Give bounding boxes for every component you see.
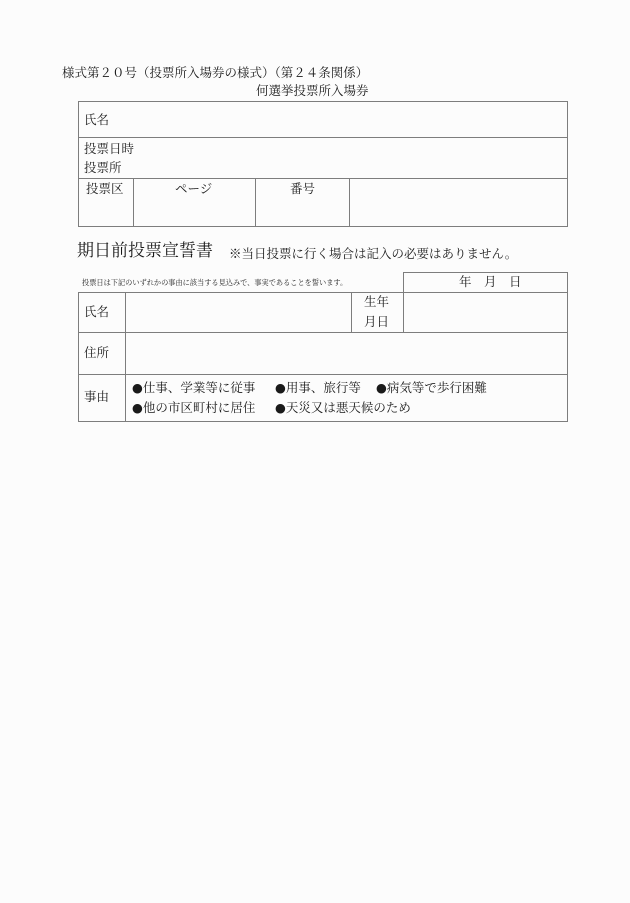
ticket-title: 何選挙投票所入場券	[256, 83, 369, 98]
reason-option-work[interactable]: ●仕事、学業等に従事	[132, 380, 256, 395]
ticket-name-field[interactable]	[135, 104, 565, 135]
address-label: 住所	[84, 345, 110, 360]
reason-option-disaster[interactable]: ●天災又は悪天候のため	[275, 400, 411, 415]
declaration-name-label: 氏名	[84, 304, 110, 319]
declaration-name-field[interactable]	[127, 294, 349, 331]
declaration-oath: 投票日は下記のいずれかの事由に該当する見込みで、事実であることを誓います。	[82, 278, 348, 287]
ticket-number-label: 番号	[290, 181, 316, 196]
birthdate-field[interactable]	[405, 294, 566, 331]
ticket-district-label: 投票区	[86, 181, 124, 196]
form-number-title: 様式第２０号（投票所入場券の様式）（第２４条関係）	[62, 65, 369, 80]
reason-option-errand[interactable]: ●用事、旅行等	[275, 380, 361, 395]
reason-label: 事由	[84, 389, 110, 404]
date-placeholder: 年 月 日	[459, 274, 522, 289]
birthdate-label-1: 生年	[364, 294, 390, 309]
declaration-note: ※当日投票に行く場合は記入の必要はありません。	[229, 246, 518, 261]
ticket-name-label: 氏名	[84, 112, 110, 127]
ticket-page-field[interactable]	[134, 198, 254, 225]
address-field[interactable]	[127, 334, 566, 373]
ticket-datetime-label: 投票日時	[84, 141, 135, 156]
declaration-title: 期日前投票宣誓書	[77, 241, 213, 261]
ticket-place-label: 投票所	[84, 160, 122, 175]
ticket-extra-field[interactable]	[350, 179, 566, 225]
ticket-page-label: ページ	[175, 181, 213, 196]
reason-option-other-municipality[interactable]: ●他の市区町村に居住	[132, 400, 256, 415]
reason-option-illness[interactable]: ●病気等で歩行困難	[376, 380, 487, 395]
birthdate-label-2: 月日	[364, 314, 390, 329]
ticket-number-field[interactable]	[256, 198, 348, 225]
